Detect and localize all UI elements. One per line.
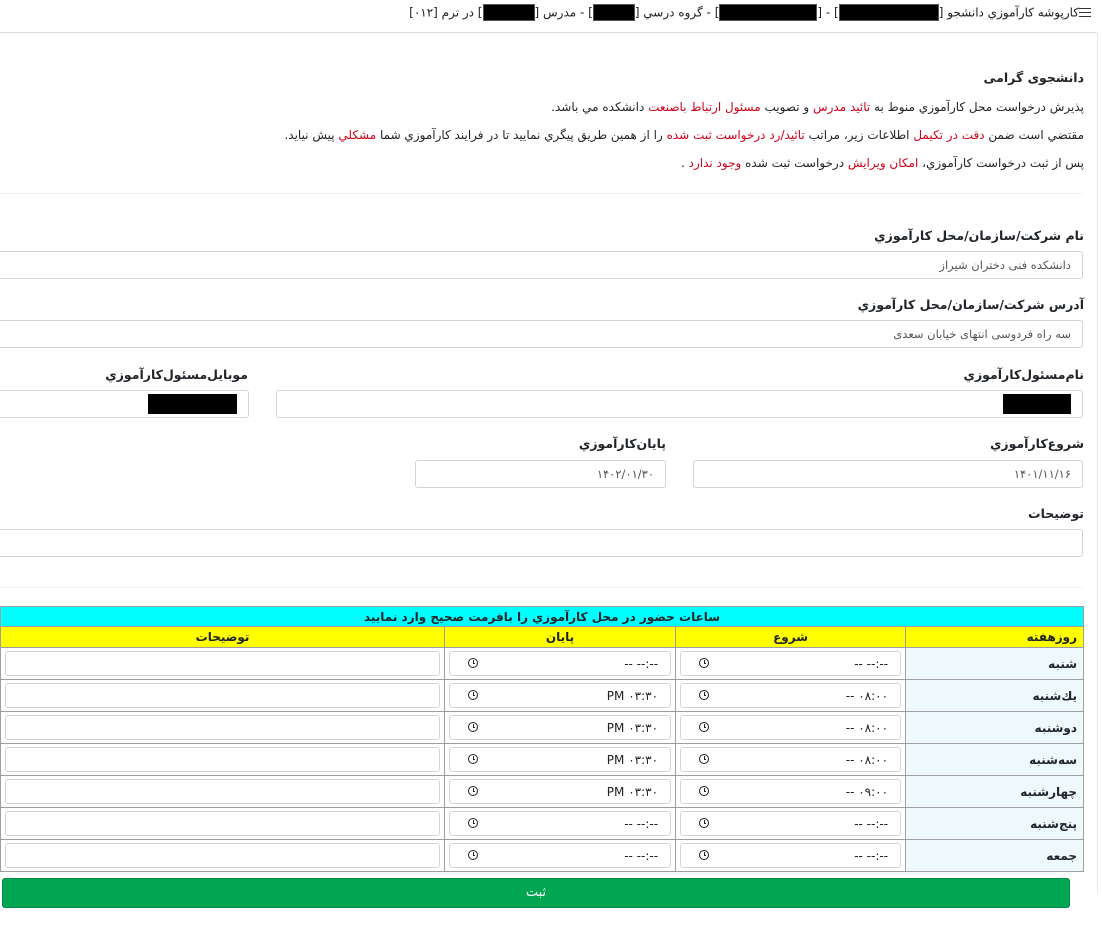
- start-time-value: ۰۸:۰۰ --: [845, 689, 889, 703]
- address-label: آدرس شركت/سازمان/محل كارآموزي: [857, 297, 1084, 312]
- clock-icon[interactable]: [468, 754, 478, 764]
- end-time-cell: [445, 712, 676, 744]
- day-name: شنبه: [906, 648, 1084, 680]
- header-text-2: ] - [: [817, 5, 839, 20]
- redacted-block: [593, 4, 635, 21]
- day-name: جمعه: [906, 840, 1084, 872]
- end-time-cell: [445, 808, 676, 840]
- start-date-input[interactable]: ۱۴۰۱/۱۱/۱۶: [693, 460, 1083, 488]
- table-row: [1, 840, 1084, 872]
- col-header-day: روزهفته: [906, 627, 1084, 648]
- start-time-value: ۰۹:۰۰ --: [845, 785, 889, 799]
- company-name-input[interactable]: دانشکده فنی دختران شیراز: [0, 251, 1083, 279]
- notes-cell: [1, 648, 445, 680]
- end-time-input[interactable]: [449, 747, 671, 772]
- divider: [0, 193, 1083, 194]
- start-time-cell: [676, 840, 906, 872]
- day-name: يك‌شنبه: [906, 680, 1084, 712]
- row-notes-input[interactable]: [5, 747, 440, 772]
- end-time-value: --:-- --: [624, 817, 659, 831]
- start-time-cell: [676, 744, 906, 776]
- paragraph-text: اطلاعات زير، مراتب: [804, 128, 914, 142]
- notes-cell: [1, 712, 445, 744]
- notes-label: توضيحات: [1028, 506, 1084, 521]
- redacted-block: [719, 4, 817, 21]
- notes-cell: [1, 776, 445, 808]
- header-text-4: ] - مدرس [: [534, 5, 593, 20]
- redacted-value: [1003, 394, 1071, 414]
- highlighted-text: مشكلي: [338, 128, 377, 142]
- start-time-value: --:-- --: [854, 657, 889, 671]
- table-row: [1, 776, 1084, 808]
- paragraph-text: پذيرش درخواست محل كارآموزي منوط به: [870, 100, 1084, 114]
- end-time-cell: [445, 744, 676, 776]
- paragraph-text: دانشكده مي باشد.: [551, 100, 649, 114]
- header-text-5: ] در ترم [۰۱۲]: [409, 5, 483, 20]
- notes-cell: [1, 840, 445, 872]
- clock-icon[interactable]: [468, 690, 478, 700]
- end-time-input[interactable]: [449, 843, 671, 868]
- table-row: [1, 680, 1084, 712]
- end-time-value: ۰۳:۳۰ PM: [606, 721, 659, 735]
- row-notes-input[interactable]: [5, 715, 440, 740]
- table-row: [1, 808, 1084, 840]
- start-time-input[interactable]: [680, 683, 901, 708]
- highlighted-text: دقت در تكيمل: [913, 128, 985, 142]
- end-time-cell: [445, 840, 676, 872]
- end-date-input[interactable]: ۱۴۰۲/۰۱/۳۰: [415, 460, 666, 488]
- notes-cell: [1, 744, 445, 776]
- start-time-cell: [676, 648, 906, 680]
- header-text-1: کارپوشه کارآموزي دانشجو [: [938, 5, 1079, 20]
- schedule-table: [0, 606, 1084, 872]
- day-name: پنج‌شنبه: [906, 808, 1084, 840]
- start-time-input[interactable]: [680, 811, 901, 836]
- end-time-value: ۰۳:۳۰ PM: [606, 785, 659, 799]
- start-time-input[interactable]: [680, 843, 901, 868]
- paragraph-text: را از همين طريق پيگري نماييد تا در فرايند كارآموزي شما: [376, 128, 667, 142]
- start-time-value: --:-- --: [854, 849, 889, 863]
- col-header-end: پايان: [445, 627, 676, 648]
- table-row: [1, 648, 1084, 680]
- row-notes-input[interactable]: [5, 651, 440, 676]
- end-time-value: ۰۳:۳۰ PM: [606, 753, 659, 767]
- greeting-heading: دانشجوی گرامی: [983, 70, 1084, 85]
- start-time-input[interactable]: [680, 651, 901, 676]
- start-time-input[interactable]: [680, 715, 901, 740]
- day-name: چهارشنبه: [906, 776, 1084, 808]
- end-time-cell: [445, 776, 676, 808]
- notes-cell: [1, 808, 445, 840]
- clock-icon[interactable]: [468, 786, 478, 796]
- paragraph-text: پس از ثبت درخواست كارآموزي،: [918, 156, 1084, 170]
- end-time-input[interactable]: [449, 651, 671, 676]
- clock-icon[interactable]: [699, 754, 709, 764]
- day-name: سه‌شنبه: [906, 744, 1084, 776]
- start-time-value: ۰۸:۰۰ --: [845, 721, 889, 735]
- clock-icon[interactable]: [468, 818, 478, 828]
- intro-paragraph-2: [284, 128, 1084, 142]
- start-time-cell: [676, 712, 906, 744]
- start-time-input[interactable]: [680, 747, 901, 772]
- end-time-cell: [445, 680, 676, 712]
- row-notes-input[interactable]: [5, 811, 440, 836]
- address-input[interactable]: سه راه فردوسی انتهای خیابان سعدی: [0, 320, 1083, 348]
- supervisor-mobile-input[interactable]: [0, 390, 249, 418]
- row-notes-input[interactable]: [5, 843, 440, 868]
- schedule-caption: ساعات حضور در محل كارآموزي را بافرمت صحيح وارد نماييد: [1, 607, 1084, 627]
- paragraph-text: و تصويب: [760, 100, 813, 114]
- clock-icon[interactable]: [468, 722, 478, 732]
- highlighted-text: وجود ندارد: [688, 156, 742, 170]
- end-time-input[interactable]: [449, 811, 671, 836]
- list-icon[interactable]: [1079, 8, 1091, 18]
- top-header: [0, 0, 1097, 33]
- paragraph-text: درخواست ثبت شده: [741, 156, 848, 170]
- clock-icon[interactable]: [699, 850, 709, 860]
- start-time-value: ۰۸:۰۰ --: [845, 753, 889, 767]
- company-name-label: نام شركت/سازمان/محل كارآموزي: [874, 228, 1084, 243]
- clock-icon[interactable]: [468, 658, 478, 668]
- clock-icon[interactable]: [699, 818, 709, 828]
- start-time-cell: [676, 808, 906, 840]
- highlighted-text: امكان ويرايش: [847, 156, 919, 170]
- paragraph-text: پيش نيايد.: [284, 128, 339, 142]
- clock-icon[interactable]: [699, 690, 709, 700]
- header-breadcrumb: [409, 4, 1091, 21]
- table-row: [1, 712, 1084, 744]
- end-time-input[interactable]: [449, 715, 671, 740]
- day-name: دوشنبه: [906, 712, 1084, 744]
- start-time-value: --:-- --: [854, 817, 889, 831]
- end-time-value: --:-- --: [624, 657, 659, 671]
- notes-cell: [1, 680, 445, 712]
- start-date-label: شروع‌كارآموزي: [989, 436, 1084, 451]
- paragraph-text: مقتضي است ضمن: [984, 128, 1084, 142]
- clock-icon[interactable]: [699, 658, 709, 668]
- table-row: [1, 744, 1084, 776]
- end-time-value: ۰۳:۳۰ PM: [606, 689, 659, 703]
- divider: [0, 587, 1083, 588]
- intro-paragraph-3: [681, 156, 1084, 170]
- submit-button[interactable]: ثبت: [2, 878, 1070, 908]
- end-time-input[interactable]: [449, 779, 671, 804]
- highlighted-text: تائيد/رد درخواست ثبت شده: [666, 128, 805, 142]
- supervisor-name-input[interactable]: [276, 390, 1083, 418]
- supervisor-name-label: نام‌مسئول‌كارآموزي: [963, 367, 1084, 382]
- supervisor-mobile-label: موبايل‌مسئول‌كارآموزي: [105, 367, 248, 382]
- col-header-start: شروع: [676, 627, 906, 648]
- clock-icon[interactable]: [468, 850, 478, 860]
- start-time-cell: [676, 776, 906, 808]
- end-time-value: --:-- --: [624, 849, 659, 863]
- paragraph-text: .: [680, 156, 689, 170]
- col-header-notes: توضيحات: [1, 627, 445, 648]
- redacted-block: [483, 4, 535, 21]
- end-date-label: پايان‌كارآموزي: [578, 436, 666, 451]
- end-time-input[interactable]: [449, 683, 671, 708]
- intro-paragraph-1: [551, 100, 1084, 114]
- notes-input[interactable]: [0, 529, 1083, 557]
- redacted-block: [839, 4, 939, 21]
- end-time-cell: [445, 648, 676, 680]
- redacted-value: [148, 394, 237, 414]
- clock-icon[interactable]: [699, 786, 709, 796]
- highlighted-text: تائيد مدرس: [812, 100, 871, 114]
- header-text-3: ] - گروه درسي [: [634, 5, 720, 20]
- row-notes-input[interactable]: [5, 779, 440, 804]
- start-time-cell: [676, 680, 906, 712]
- highlighted-text: مسئول ارتباط باصنعت: [648, 100, 761, 114]
- clock-icon[interactable]: [699, 722, 709, 732]
- start-time-input[interactable]: [680, 779, 901, 804]
- row-notes-input[interactable]: [5, 683, 440, 708]
